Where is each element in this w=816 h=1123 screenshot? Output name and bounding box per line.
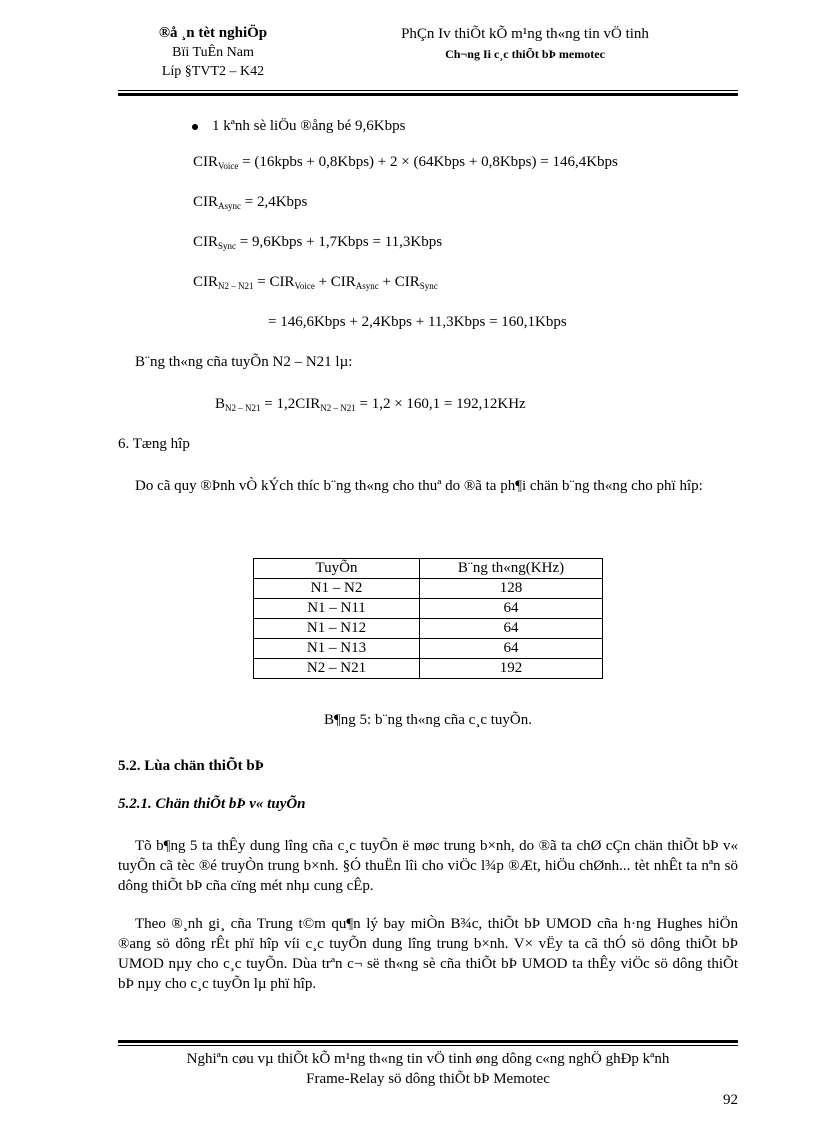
bullet-icon <box>192 124 198 130</box>
table-cell-route: N1 – N13 <box>254 639 420 659</box>
footer-rule-thick <box>118 1040 738 1043</box>
footer-text <box>118 1049 738 1089</box>
table-header-bandwidth: B¨ng th«ng(KHz) <box>420 559 603 579</box>
table-header-route: TuyÕn <box>254 559 420 579</box>
header-part-title: PhÇn Iv thiÕt kÕ m¹ng th«ng tin vÖ tinh <box>401 26 649 42</box>
page-number: 92 <box>723 1092 738 1108</box>
table-row <box>254 619 603 639</box>
equation-cir-voice: $CIR_{Voice}$ = (16kpbs + 0,8Kbps) + 2 × (64Kbps + 0,8Kbps) = 146,4Kbps <box>193 154 618 171</box>
table-header-row <box>254 559 603 579</box>
bandwidth-intro: B¨ng th«ng cña tuyÕn N2 – N21 lµ: <box>135 354 353 370</box>
equation-cir-sync: $CIR_{Sync}$ = 9,6Kbps + 1,7Kbps = 11,3Kbps <box>193 234 443 251</box>
table-row <box>254 639 603 659</box>
bandwidth-table <box>253 558 603 679</box>
table-cell-bandwidth: 128 <box>420 579 603 599</box>
section-6-heading: 6. Tæng hîp <box>118 436 190 452</box>
header-rule-thin <box>118 90 738 91</box>
header-right <box>340 24 710 64</box>
bullet-text: 1 kªnh sè liÖu ®ång bé 9,6Kbps <box>212 118 406 134</box>
footer-line-2: Frame-Relay sö dông thiÕt bÞ Memotec <box>306 1071 550 1087</box>
equation-cir-total-value: = 146,6Kbps + 2,4Kbps + 11,3Kbps = 160,1Kbps <box>268 314 567 330</box>
section-5-2-1-heading: 5.2.1. Chän thiÕt bÞ v« tuyÕn <box>118 796 306 812</box>
table-caption: B¶ng 5: b¨ng th«ng cña c¸c tuyÕn. <box>323 712 532 728</box>
footer-rule-thin <box>118 1045 738 1046</box>
header-chapter-title: Ch¬ng Ii c¸c thiÕt bÞ memotec <box>445 47 605 61</box>
header-rule-thick <box>118 93 738 96</box>
header-class: Líp §TVT2 – K42 <box>161 64 265 79</box>
paragraph-bandwidth-choice: Do cã quy ®Þnh vÒ kÝch thíc b¨ng th«ng cho thuª do ®ã ta ph¶i chän b¨ng th«ng cho phï hîp: <box>135 478 703 494</box>
section-5-2-heading: 5.2. Lùa chän thiÕt bÞ <box>118 758 264 774</box>
table-row <box>254 599 603 619</box>
table-cell-route: N1 – N2 <box>254 579 420 599</box>
equation-bandwidth: $B_{N2 - N21} = 1,2CIR_{N2 - N21} = 1,2 \times 160,1 = 192,12KHz$ <box>215 396 526 413</box>
table-cell-bandwidth: 64 <box>420 599 603 619</box>
table-cell-bandwidth: 64 <box>420 639 603 659</box>
table-cell-route: N2 – N21 <box>254 659 420 679</box>
table-row <box>254 659 603 679</box>
equation-cir-total: $CIR_{N2 - N21} = CIR_{Voice} + CIR_{Async} + CIR_{Sync}$ <box>193 274 438 291</box>
table-cell-bandwidth: 64 <box>420 619 603 639</box>
header-author: Bïi TuÊn Nam <box>172 45 254 60</box>
equation-cir-async: $CIR_{Async}$ = 2,4Kbps <box>193 194 308 211</box>
bullet-item <box>192 118 405 135</box>
footer-line-1: Nghiªn cøu vµ thiÕt kÕ m¹ng th«ng tin vÖ tinh øng dông c«ng nghÖ ghÐp kªnh <box>186 1051 670 1067</box>
table-cell-route: N1 – N12 <box>254 619 420 639</box>
table-row <box>254 579 603 599</box>
table-cell-route: N1 – N11 <box>254 599 420 619</box>
header-left <box>118 24 308 81</box>
paragraph-device-selection: Tõ b¶ng 5 ta thÊy dung lîng cña c¸c tuyÕn ë møc trung b×nh, do ®ã ta chØ cÇn chän thiÕt bÞ v« tuyÕn cã tèc ®é truyÒn trung b×nh. §Ó thuËn lîi cho viÖc l¾p ®Æt, hiÖu chØnh... tèt nhÊt ta nªn sö dông thiÕt bÞ cña cïng mét nhµ cung cÊp. <box>118 838 738 894</box>
paragraph-umod: Theo ®¸nh gi¸ cña Trung t©m qu¶n lý bay miÒn B¾c, thiÕt bÞ UMOD cña h·ng Hughes hiÖn ®ang sö dông rÊt phï hîp víi c¸c tuyÕn dung lîng trung b×nh. V× vËy ta cã thÓ sö dông thiÕt bÞ UMOD nµy cho c¸c tuyÕn. Dùa trªn c¬ së th«ng sè cña thiÕt bÞ UMOD ta thÊy viÖc sö dông thiÕt bÞ nµy cho c¸c tuyÕn lµ phï hîp. <box>118 916 738 992</box>
header-thesis-title: ®å ¸n tèt nghiÖp <box>158 25 268 41</box>
table-cell-bandwidth: 192 <box>420 659 603 679</box>
